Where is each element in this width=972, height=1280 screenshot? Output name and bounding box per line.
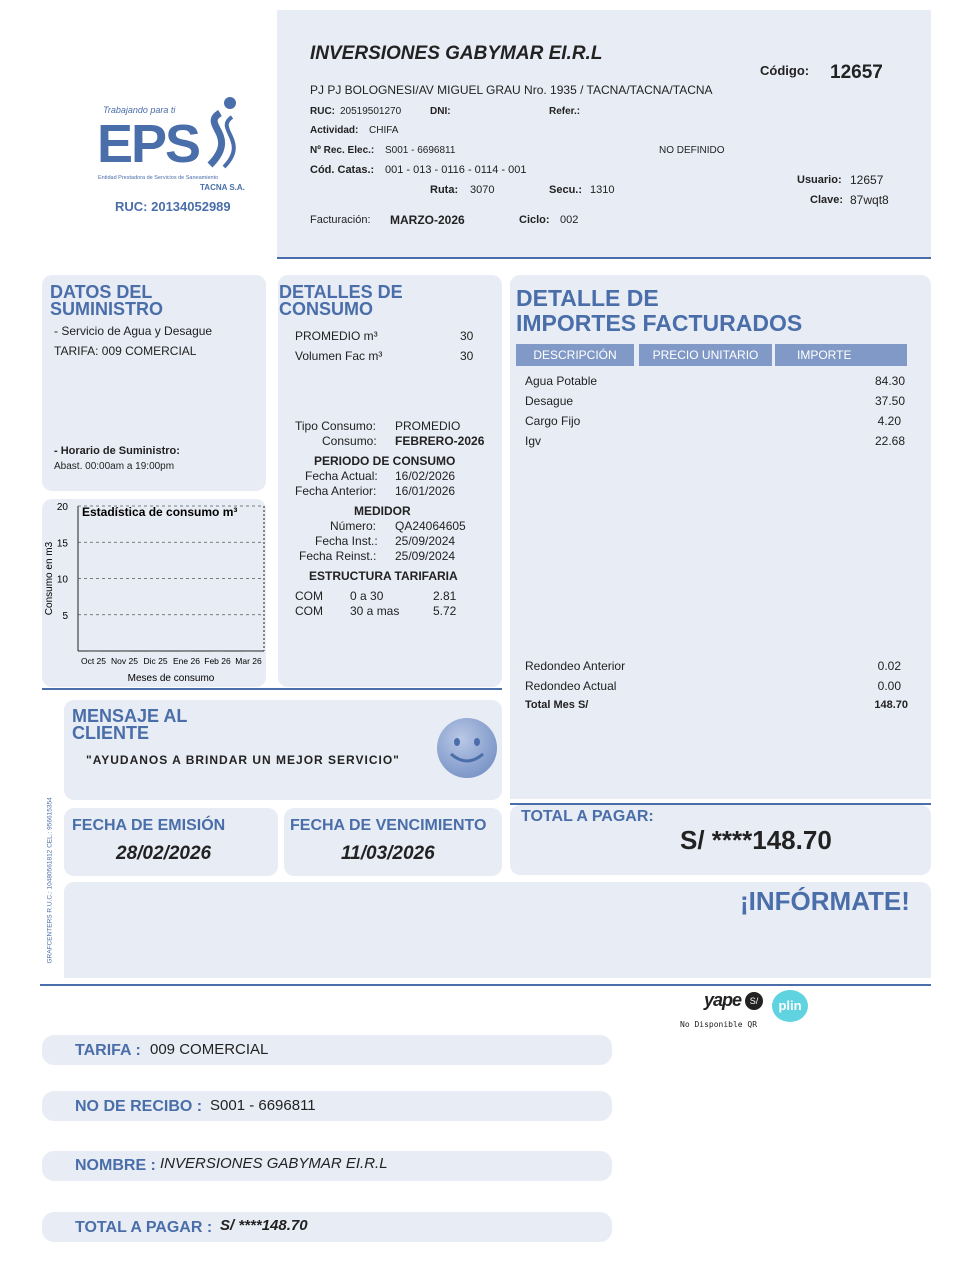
tarifa-row-range: 0 a 30 [350,589,384,603]
chart-x-tick-label: Feb 26 [204,656,231,666]
item-amount: 22.68 [874,434,905,448]
inst-value: 25/09/2024 [395,534,456,548]
importes-title-1: DETALLE DE [516,285,659,311]
mensaje-title-2: CLIENTE [72,723,150,743]
footer-recibo-label: NO DE RECIBO : [75,1098,203,1115]
ciclo-label: Ciclo: [519,214,550,226]
vencimiento-label: FECHA DE VENCIMIENTO [290,817,487,834]
footer-tarifa-value: 009 COMERCIAL [150,1041,269,1058]
plin-logo [772,990,808,1022]
footer-recibo-value: S001 - 6696811 [210,1097,316,1114]
chart-bar [181,651,193,652]
total-mes-label: Total Mes S/ [525,699,589,711]
tarifa-row-cat: COM [295,589,323,603]
chart-x-tick-label: Nov 25 [111,656,138,666]
chart-x-tick-label: Ene 26 [173,656,200,666]
informate-title: ¡INFÓRMATE! [740,886,910,916]
ciclo-value: 002 [560,214,579,226]
chart-y-tick-label: 20 [56,502,68,513]
numero-label: Número: [330,519,377,533]
logo-brand: EPS [97,114,200,174]
chart-x-tick-label: Dic 25 [143,656,168,666]
col-descripcion: DESCRIPCIÓN [516,344,634,366]
logo-waves-icon [190,95,250,170]
chart-bar [150,651,162,652]
chart-x-tick-label: Mar 26 [235,656,262,666]
actividad-value: CHIFA [369,125,399,136]
total-label: TOTAL A PAGAR: [521,808,654,825]
suministro-title-2: SUMINISTRO [50,299,164,319]
yape-label: yape [704,990,742,1010]
chart-x-tick-label: Oct 25 [80,656,107,666]
redondeo-actual-label: Redondeo Actual [525,679,617,693]
logo-entity: Entidad Prestadora de Servicios de Saneamiento [98,175,219,181]
footer-total-value: S/ ****148.70 [220,1217,308,1234]
ruc-value: 20519501270 [340,106,402,117]
fecha-anterior-label: Fecha Anterior: [295,484,377,498]
chart-bar [119,651,131,652]
tarifa-row-price: 5.72 [433,604,457,618]
chart-y-tick-label: 10 [56,574,68,586]
emision-date: 28/02/2026 [116,843,212,864]
address: PJ PJ BOLOGNESI/AV MIGUEL GRAU Nro. 1935 / TACNA/TACNA/TACNA [310,83,713,97]
consumo-value: FEBRERO-2026 [395,434,485,448]
medidor-title: MEDIDOR [354,504,411,518]
reinst-label: Fecha Reinst.: [299,549,377,563]
periodo-title: PERIODO DE CONSUMO [314,454,456,468]
qr-note: No Disponible QR [680,1020,758,1029]
item-amount: 4.20 [877,414,901,428]
chart-bar [243,651,255,652]
clave-label: Clave: [810,194,844,206]
item-desc: Agua Potable [525,374,598,388]
facturacion-label: Facturación: [310,214,371,226]
tarifa-row-price: 2.81 [433,589,457,603]
middle-divider [42,688,502,690]
consumo-label: Consumo: [322,434,377,448]
smiley-icon [435,716,499,780]
chart-y-tick-label: 5 [62,610,68,622]
fecha-actual-value: 16/02/2026 [395,469,456,483]
catas-value: 001 - 013 - 0116 - 0114 - 001 [385,164,527,176]
horario-label: - Horario de Suministro: [54,445,180,457]
mensaje-title-1: MENSAJE AL [72,706,188,726]
suministro-title-1: DATOS DEL [50,282,153,302]
total-mes-value: 148.70 [874,699,908,711]
vencimiento-date: 11/03/2026 [341,843,435,864]
footer-nombre-value: INVERSIONES GABYMAR EI.R.L [160,1155,388,1172]
logo-tagline: Trabajando para ti [103,105,176,115]
plin-label: plin [778,998,802,1013]
consumo-title-1: DETALLES DE [279,282,403,302]
importes-title-2: IMPORTES FACTURADOS [516,310,803,336]
reinst-value: 25/09/2024 [395,549,456,563]
mensaje-text: "AYUDANOS A BRINDAR UN MEJOR SERVICIO" [86,753,400,767]
chart-bar [212,651,224,652]
catas-label: Cód. Catas.: [310,164,375,176]
chart-y-tick-label: 15 [56,538,68,550]
secu-label: Secu.: [549,184,583,196]
ruta-value: 3070 [470,184,495,196]
servicio: - Servicio de Agua y Desague [54,324,213,338]
chart-x-label: Meses de consumo [127,673,215,684]
yape-badge-icon: S/ [745,992,763,1010]
secu-value: 1310 [590,184,615,196]
promedio-label: PROMEDIO m³ [295,329,378,343]
col-precio-unitario: PRECIO UNITARIO [639,344,772,366]
redondeo-actual-value: 0.00 [877,679,901,693]
item-desc: Cargo Fijo [525,414,581,428]
item-desc: Igv [525,434,542,448]
clave-value: 87wqt8 [850,193,889,207]
emision-label: FECHA DE EMISIÓN [72,817,226,834]
chart-title: Estadística de consumo m³ [82,505,238,519]
item-amount: 84.30 [874,374,905,388]
usuario-value: 12657 [850,173,884,187]
total-value: S/ ****148.70 [680,825,832,855]
fecha-anterior-value: 16/01/2026 [395,484,456,498]
codigo-value: 12657 [830,62,883,83]
ruta-label: Ruta: [430,184,459,196]
rec-value: S001 - 6696811 [385,145,456,156]
actividad-label: Actividad: [310,125,359,136]
inst-label: Fecha Inst.: [315,534,378,548]
consumption-chart [42,499,266,687]
redondeo-anterior-value: 0.02 [877,659,901,673]
item-desc: Desague [525,394,574,408]
horario-value: Abast. 00:00am a 19:00pm [54,461,175,472]
usuario-label: Usuario: [797,174,842,186]
dni-label: DNI: [430,106,451,117]
estructura-title: ESTRUCTURA TARIFARIA [309,569,458,583]
no-definido: NO DEFINIDO [659,145,725,156]
tipo-value: PROMEDIO [395,419,461,433]
numero-value: QA24064605 [395,519,466,533]
footer-nombre-label: NOMBRE : [75,1157,156,1174]
volumen-label: Volumen Fac m³ [295,349,383,363]
fecha-actual-label: Fecha Actual: [305,469,378,483]
promedio-value: 30 [460,329,474,343]
rec-label: Nº Rec. Elec.: [310,145,375,156]
tarifa-row-range: 30 a mas [350,604,400,618]
logo-city: TACNA S.A. [200,183,245,192]
col-importe: IMPORTE [775,344,907,366]
suministro-tarifa: TARIFA: 009 COMERCIAL [54,344,197,358]
consumo-title-2: CONSUMO [279,299,373,319]
chart-bar [88,651,100,652]
redondeo-anterior-label: Redondeo Anterior [525,659,626,673]
refer-label: Refer.: [549,106,581,117]
item-amount: 37.50 [874,394,905,408]
tipo-label: Tipo Consumo: [295,419,376,433]
codigo-label: Código: [760,63,810,78]
total-top-line [510,803,931,805]
informate-divider [40,984,931,986]
footer-tarifa-label: TARIFA : [75,1042,141,1059]
tarifa-row-cat: COM [295,604,323,618]
header-divider [277,257,931,259]
logo [95,95,260,220]
footer-total-label: TOTAL A PAGAR : [75,1219,213,1236]
company-name: INVERSIONES GABYMAR EI.R.L [310,43,603,64]
chart-y-label: Consumo en m3 [44,541,55,616]
ruc-label: RUC: [310,106,335,117]
side-vertical-text: GRAFCENTERS R.U.C.: 10480561812 CEL.: 956615354 [46,797,54,964]
logo-ruc: RUC: 20134052989 [115,199,231,214]
facturacion-value: MARZO-2026 [390,213,465,227]
volumen-value: 30 [460,349,474,363]
